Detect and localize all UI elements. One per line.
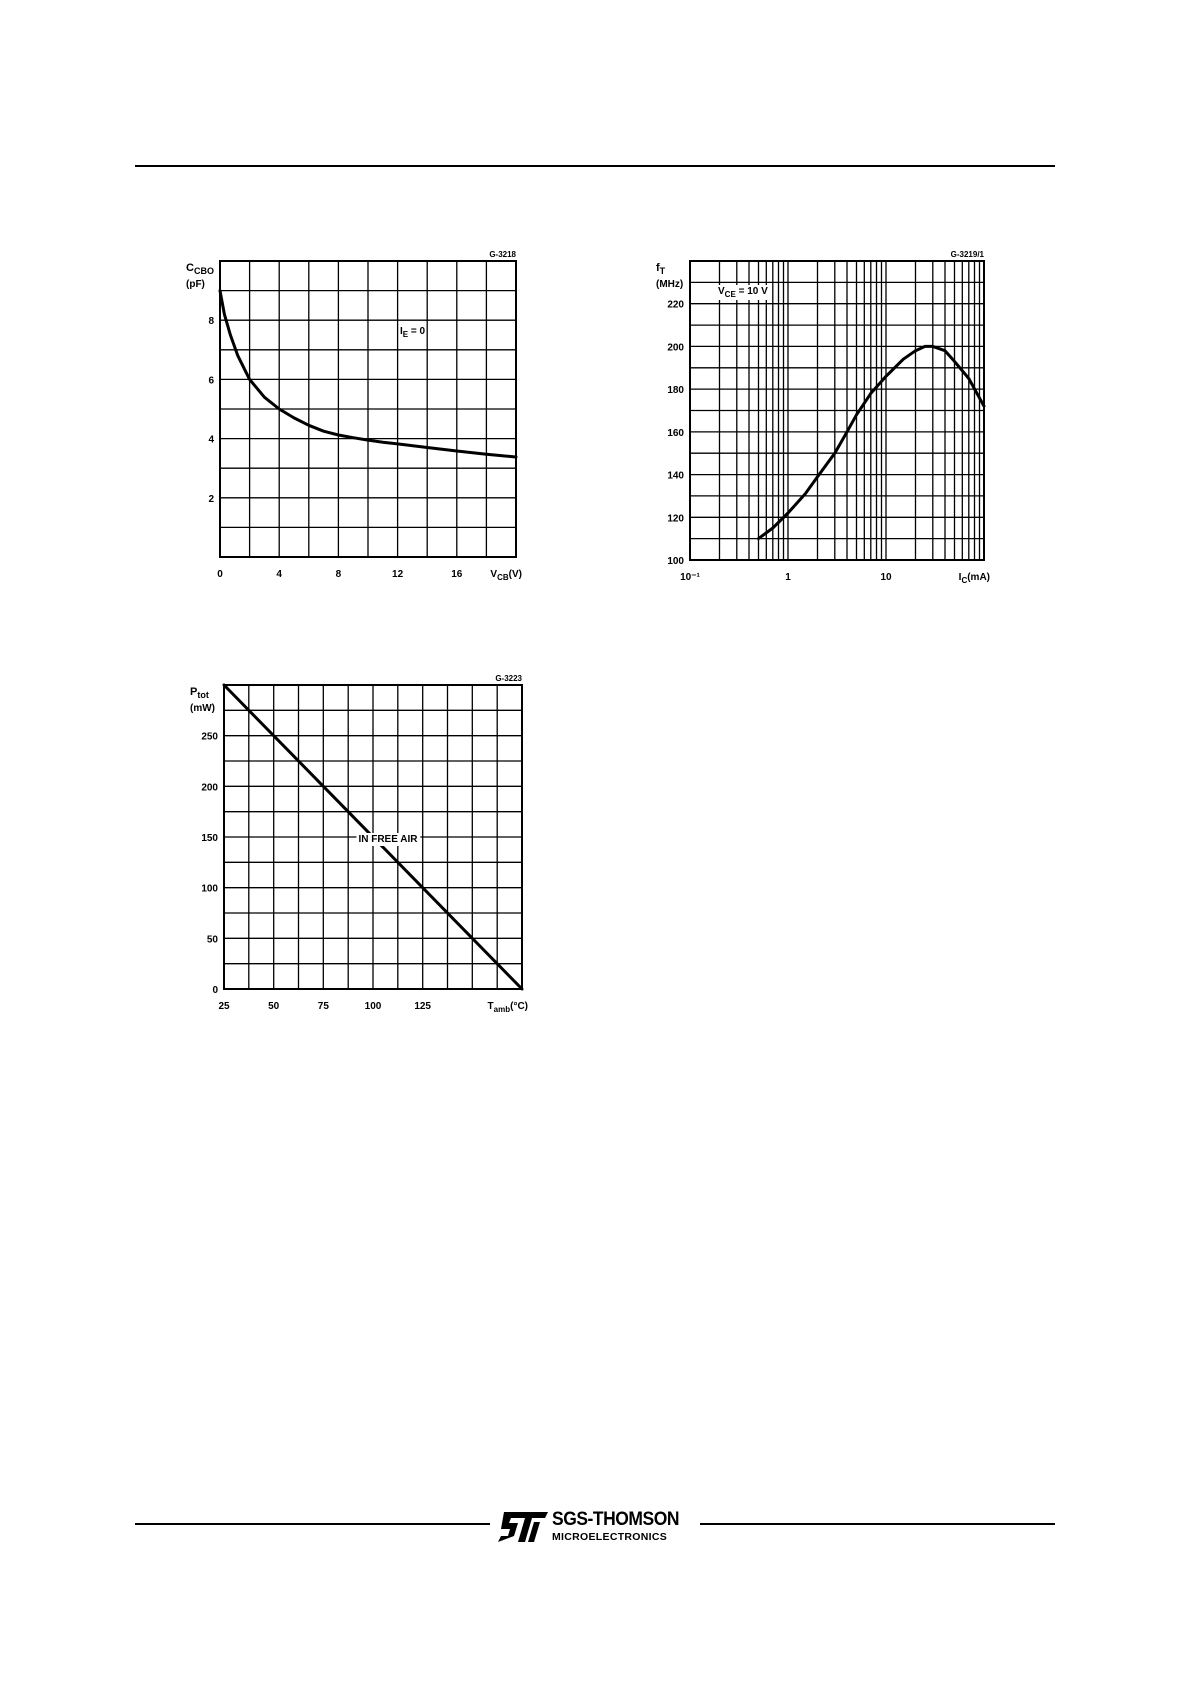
x-tick-label: 4 [276, 569, 282, 580]
plot-annotation: $V_{CE} = 10$ V [718, 286, 768, 299]
chart-ccbo [170, 246, 540, 606]
y-tick-label: 120 [667, 513, 684, 525]
y-tick-label: 140 [667, 470, 684, 482]
chart-ft [650, 246, 1010, 606]
chart-code: G-3218 [489, 250, 516, 259]
y-axis-label: $P_{tot}$ [190, 686, 209, 700]
y-tick-label: 6 [208, 375, 214, 387]
y-tick-label: 4 [208, 434, 214, 446]
y-tick-label: 2 [208, 493, 214, 505]
y-tick-label: 250 [201, 731, 218, 743]
y-tick-label: 160 [667, 427, 684, 439]
chart-ptot [170, 670, 540, 1020]
x-tick-label: 100 [364, 1001, 382, 1012]
y-tick-label: 200 [667, 342, 684, 354]
logo-name: SGS-THOMSON [552, 1509, 680, 1530]
y-tick-label: 50 [206, 934, 218, 946]
x-tick-label: 1 [785, 572, 791, 583]
x-tick-label: 10⁻¹ [680, 572, 700, 583]
y-tick-label: 0 [212, 985, 218, 996]
y-tick-label: 8 [208, 316, 214, 328]
y-axis-unit: (mW) [190, 703, 215, 714]
y-axis-unit: (pF) [186, 279, 205, 290]
y-tick-label: 180 [667, 385, 684, 397]
x-tick-label: 25 [218, 1001, 230, 1012]
y-tick-label: 150 [201, 833, 218, 844]
chart-code: G-3223 [495, 674, 522, 683]
y-tick-label: 100 [667, 556, 684, 567]
y-tick-label: 220 [667, 299, 684, 311]
x-axis-label: $V_{CB}(V)$ [490, 569, 522, 582]
x-axis-label: $I_C(mA)$ [958, 572, 990, 585]
x-tick-label: 125 [414, 1001, 432, 1012]
footer-rule-right [700, 1523, 1055, 1525]
x-tick-label: 0 [217, 569, 223, 580]
footer-rule-left [135, 1523, 490, 1525]
x-tick-label: 12 [392, 569, 404, 580]
x-tick-label: 10 [880, 572, 892, 583]
plot-annotation: $I_E = 0$ [400, 326, 426, 339]
y-axis-label: $C_{CBO}$ [186, 262, 214, 276]
x-axis-label: $T_{amb}(^\circ C)$ [487, 1001, 528, 1014]
company-logo [498, 1508, 698, 1548]
y-axis-unit: (MHz) [656, 279, 684, 290]
st-logo-icon [498, 1512, 548, 1542]
y-axis-label: $f_T$ [656, 262, 666, 276]
x-tick-label: 16 [451, 569, 463, 580]
top-rule [135, 165, 1055, 167]
y-tick-label: 100 [201, 883, 218, 895]
x-tick-label: 50 [268, 1001, 280, 1012]
chart-code: G-3219/1 [950, 250, 984, 259]
x-tick-label: 75 [317, 1001, 329, 1012]
x-tick-label: 8 [335, 569, 342, 580]
plot-annotation: IN FREE AIR [358, 834, 418, 845]
logo-subtitle: MICROELECTRONICS [552, 1531, 668, 1543]
y-tick-label: 200 [201, 782, 218, 794]
